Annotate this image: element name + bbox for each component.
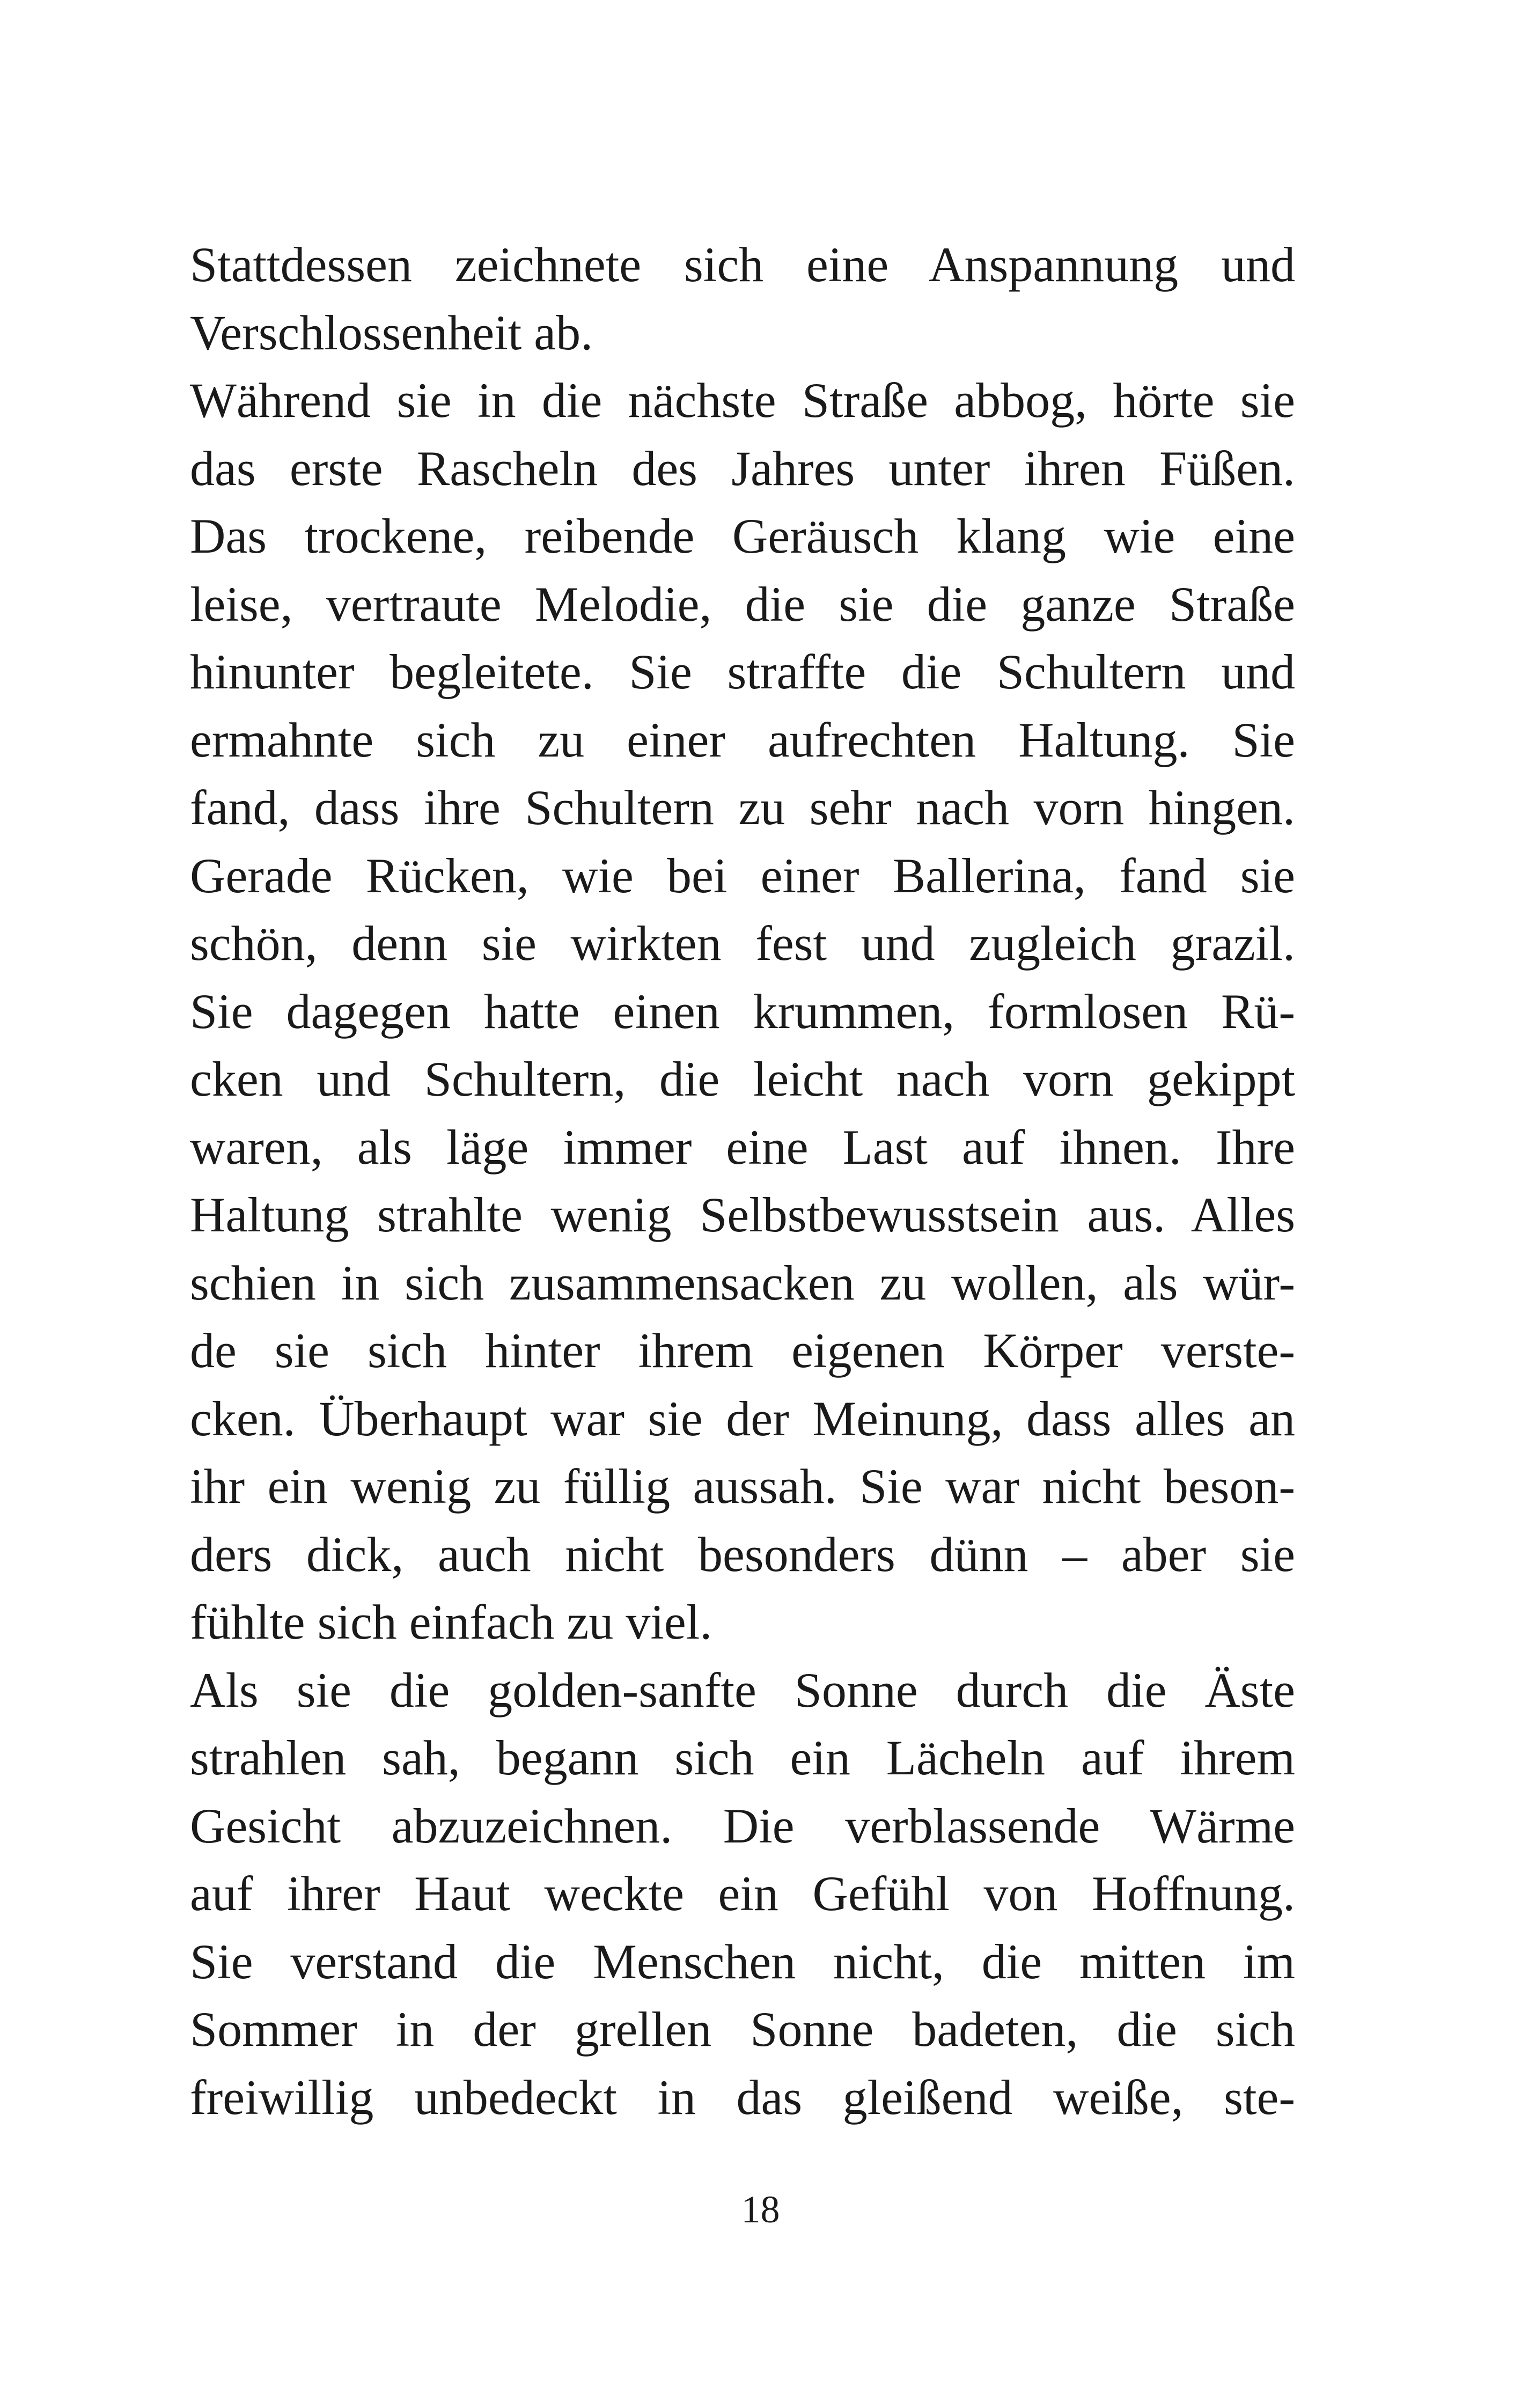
page-number: 18: [741, 2188, 780, 2231]
body-text: [190, 231, 1295, 2131]
text-line: fühlte sich einfach zu viel.: [190, 1595, 712, 1649]
text-line: Gesicht abzuzeichnen. Die verblassende Wärme: [190, 1798, 1295, 1853]
text-line: Verschlossenheit ab.: [190, 305, 593, 360]
text-line: Stattdessen zeichnete sich eine Anspannung und: [190, 237, 1295, 292]
text-line: Gerade Rücken, wie bei einer Ballerina, fand sie: [190, 848, 1295, 903]
text-line: leise, vertraute Melodie, die sie die ganze Straße: [190, 576, 1295, 632]
text-line: freiwillig unbedeckt in das gleißend weiße, ste-: [190, 2069, 1295, 2125]
text-line: ermahnte sich zu einer aufrechten Haltung. Sie: [190, 712, 1295, 767]
text-line: das erste Rascheln des Jahres unter ihren Füßen.: [190, 441, 1295, 496]
text-line: Haltung strahlte wenig Selbstbewusstsein aus. Alles: [190, 1187, 1295, 1242]
text-line: de sie sich hinter ihrem eigenen Körper verste-: [190, 1323, 1295, 1378]
text-line: Während sie in die nächste Straße abbog, hörte sie: [190, 373, 1295, 428]
text-line: auf ihrer Haut weckte ein Gefühl von Hoffnung.: [190, 1866, 1295, 1921]
text-line: Sie verstand die Menschen nicht, die mitten im: [190, 1934, 1295, 1989]
text-line: waren, als läge immer eine Last auf ihnen. Ihre: [190, 1119, 1295, 1174]
text-line: strahlen sah, begann sich ein Lächeln auf ihrem: [190, 1730, 1295, 1785]
text-line: hinunter begleitete. Sie straffte die Schultern und: [190, 644, 1295, 699]
text-line: Als sie die golden-sanfte Sonne durch die Äste: [190, 1662, 1295, 1717]
text-line: fand, dass ihre Schultern zu sehr nach vorn hingen.: [190, 780, 1295, 835]
text-line: ders dick, auch nicht besonders dünn – aber sie: [190, 1526, 1295, 1582]
text-line: Sie dagegen hatte einen krummen, formlosen Rü-: [190, 983, 1295, 1039]
text-line: Sommer in der grellen Sonne badeten, die sich: [190, 2002, 1295, 2057]
text-line: ihr ein wenig zu füllig aussah. Sie war nicht beson-: [190, 1459, 1295, 1514]
text-line: schien in sich zusammensacken zu wollen, als wür-: [190, 1255, 1295, 1310]
text-line: cken. Überhaupt war sie der Meinung, dass alles an: [190, 1391, 1295, 1446]
text-line: Das trockene, reibende Geräusch klang wie eine: [190, 509, 1295, 563]
text-line: cken und Schultern, die leicht nach vorn gekippt: [190, 1052, 1295, 1106]
text-line: schön, denn sie wirkten fest und zugleich grazil.: [190, 916, 1295, 971]
